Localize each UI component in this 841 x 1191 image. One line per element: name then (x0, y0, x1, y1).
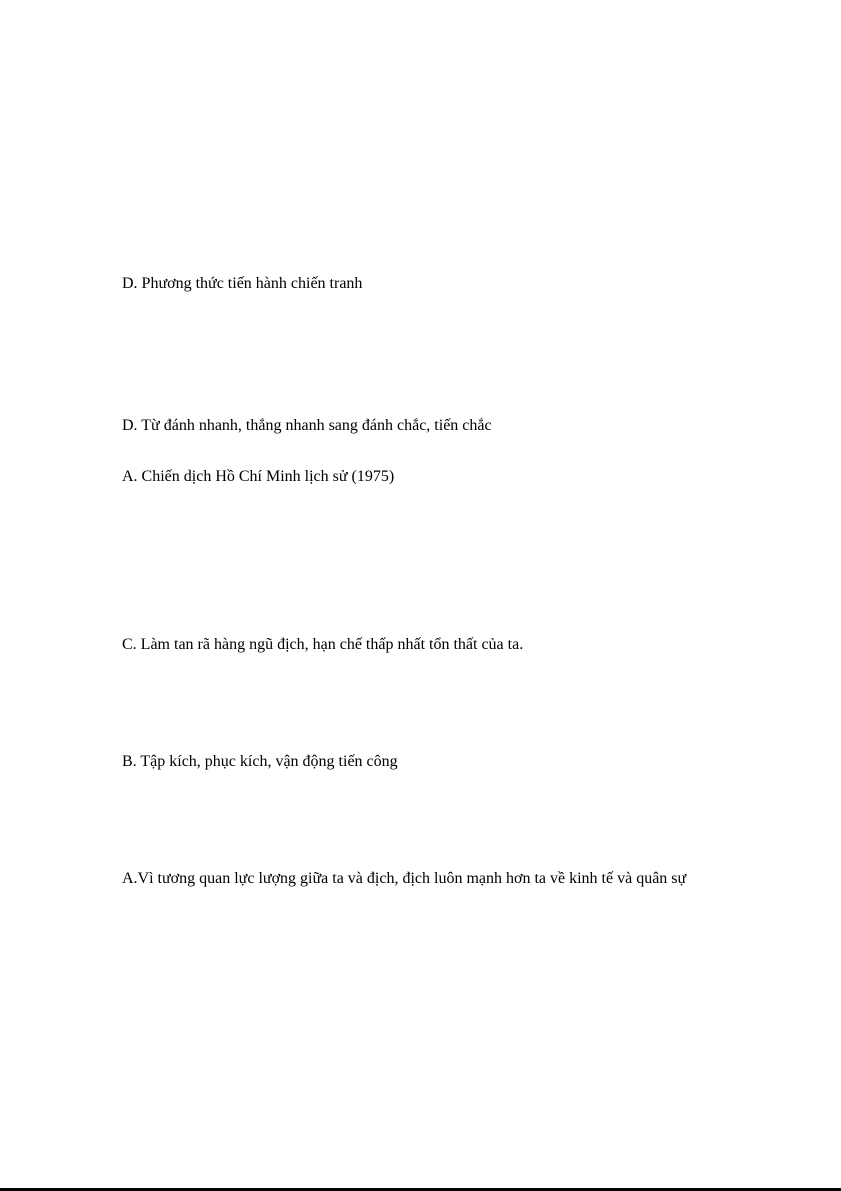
answer-line: C. Làm tan rã hàng ngũ địch, hạn chế thấp nhất tổn thất của ta. (122, 636, 524, 653)
answer-line: A.Vì tương quan lực lượng giữa ta và địch, địch luôn mạnh hơn ta về kinh tế và quân sự (122, 870, 687, 887)
answer-line: D. Phương thức tiến hành chiến tranh (122, 275, 363, 292)
answer-line: D. Từ đánh nhanh, thắng nhanh sang đánh chắc, tiến chắc (122, 417, 492, 434)
answer-line: B. Tập kích, phục kích, vận động tiến công (122, 753, 398, 770)
answer-line: A. Chiến dịch Hồ Chí Minh lịch sử (1975) (122, 468, 395, 485)
